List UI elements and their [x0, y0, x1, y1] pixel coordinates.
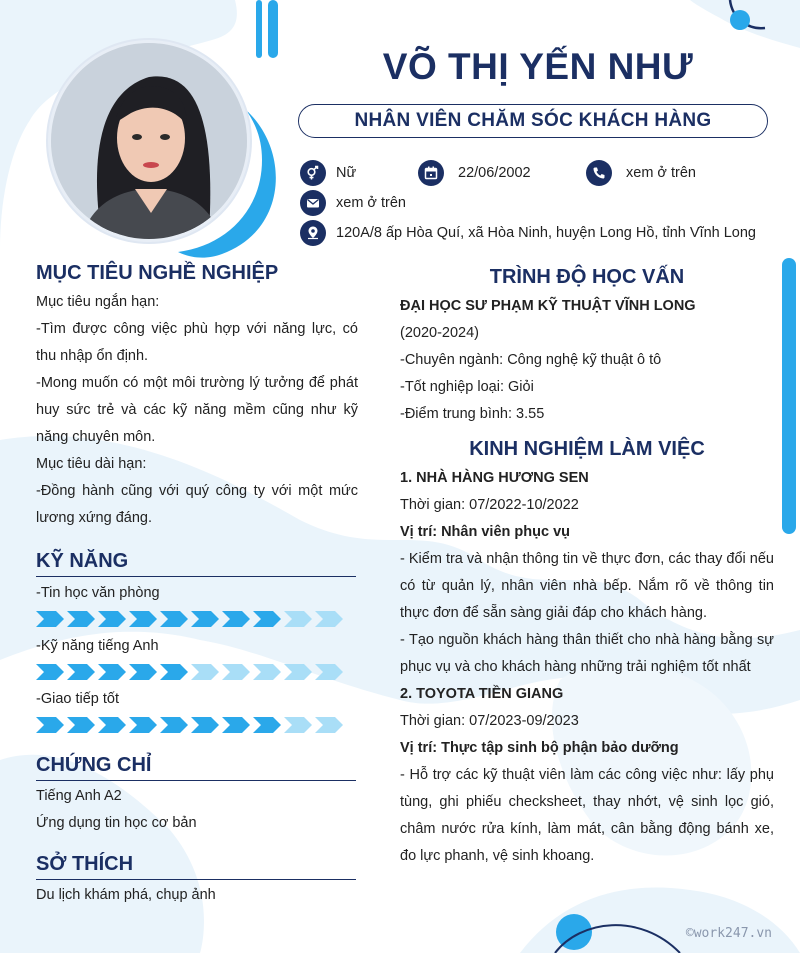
objective-section [36, 262, 358, 532]
skill-chevron-filled [36, 717, 67, 733]
hobbies-section [36, 853, 358, 909]
skill-chevron-filled [129, 717, 160, 733]
job-title-box [298, 104, 768, 138]
job-duty: - Hỗ trợ các kỹ thuật viên làm các công việc như: lấy phụ tùng, ghi phiếu checksheet, thay nhớt, vệ sinh lọc gió, châm nước rửa kính, làm mát, cân bằng động bánh xe, đo lực phanh, vệ sinh khoang. [400, 767, 774, 864]
experience-section [400, 438, 774, 870]
gender-icon [300, 160, 326, 186]
birthday-value: 22/06/2002 [458, 165, 531, 181]
skill-chevron-filled [129, 611, 160, 627]
education-title: TRÌNH ĐỘ HỌC VẤN [489, 266, 685, 288]
job-duty: - Tạo nguồn khách hàng thân thiết cho nhà hàng bằng sự phục vụ và cho khách hàng những trải nghiệm tốt nhất [400, 632, 774, 675]
contact-phone [586, 160, 696, 186]
contact-address [300, 220, 756, 246]
job-company: 1. NHÀ HÀNG HƯƠNG SEN [400, 470, 589, 486]
skill-chevron-filled [98, 717, 129, 733]
contact-birthday [418, 160, 531, 186]
skill-chevron-filled [160, 611, 191, 627]
candidate-name: VÕ THỊ YẾN NHƯ [382, 46, 694, 87]
skill-chevron-filled [191, 611, 222, 627]
skill-label: -Kỹ năng tiếng Anh [36, 638, 159, 654]
skill-chevron-empty [284, 611, 315, 627]
experience-title: KINH NGHIỆM LÀM VIỆC [469, 438, 705, 460]
skill-level-bar [36, 716, 358, 734]
objective-short-2: -Mong muốn có một môi trường lý tưởng để phát huy sức trẻ và các kỹ năng mềm cũng như kỹ năng chuyên môn. [36, 375, 358, 445]
skill-chevron-empty [222, 664, 253, 680]
phone-icon [586, 160, 612, 186]
skill-chevron-filled [222, 717, 253, 733]
job-time: Thời gian: 07/2022-10/2022 [400, 497, 579, 513]
skill-chevron-filled [253, 611, 284, 627]
skill-chevron-filled [36, 664, 67, 680]
certificates-title: CHỨNG CHỈ [36, 754, 356, 781]
calendar-icon [418, 160, 444, 186]
phone-value: xem ở trên [626, 165, 696, 181]
skills-list [36, 585, 358, 734]
education-section [400, 266, 774, 428]
location-icon [300, 220, 326, 246]
job-position: Vị trí: Nhân viên phục vụ [400, 524, 570, 540]
address-value: 120A/8 ấp Hòa Quí, xã Hòa Ninh, huyện Long Hồ, tỉnh Vĩnh Long [336, 225, 756, 241]
skill-chevron-empty [315, 717, 346, 733]
skill-chevron-filled [36, 611, 67, 627]
education-years: (2020-2024) [400, 325, 479, 341]
certificate-item: Tiếng Anh A2 [36, 788, 122, 804]
skill-chevron-filled [67, 611, 98, 627]
job-company: 2. TOYOTA TIỀN GIANG [400, 686, 564, 702]
skill-label: -Tin học văn phòng [36, 585, 160, 601]
skill-chevron-empty [284, 664, 315, 680]
skill-chevron-filled [67, 664, 98, 680]
skill-label: -Giao tiếp tốt [36, 691, 120, 707]
skill-chevron-empty [253, 664, 284, 680]
job-position: Vị trí: Thực tập sinh bộ phận bảo dưỡng [400, 740, 679, 756]
objective-long-label: Mục tiêu dài hạn: [36, 456, 147, 472]
skill-chevron-filled [98, 611, 129, 627]
certificates-section [36, 754, 358, 837]
education-grade: -Tốt nghiệp loại: Giỏi [400, 379, 534, 395]
skill-chevron-filled [253, 717, 284, 733]
hobbies-text: Du lịch khám phá, chụp ảnh [36, 887, 216, 903]
skill-chevron-empty [191, 664, 222, 680]
education-major: -Chuyên ngành: Công nghệ kỹ thuật ô tô [400, 352, 662, 368]
skills-section [36, 550, 358, 734]
skill-level-bar [36, 663, 358, 681]
job-title: NHÂN VIÊN CHĂM SÓC KHÁCH HÀNG [354, 110, 712, 131]
email-icon [300, 190, 326, 216]
skill-chevron-filled [160, 717, 191, 733]
contact-email [300, 190, 406, 216]
skill-chevron-empty [315, 664, 346, 680]
objective-short-label: Mục tiêu ngắn hạn: [36, 294, 160, 310]
job-duty: - Kiểm tra và nhận thông tin về thực đơn, các thay đổi nếu có từ quản lý, nhân viên nhà bếp. Nắm rõ về thông tin thực đơn để sẵn sàng giải đáp cho khách hàng. [400, 551, 774, 621]
email-value: xem ở trên [336, 195, 406, 211]
contact-gender [300, 160, 356, 186]
objective-title: MỤC TIÊU NGHỀ NGHIỆP [36, 262, 279, 284]
objective-short-1: -Tìm được công việc phù hợp với năng lực, có thu nhập ổn định. [36, 321, 358, 364]
certificate-item: Ứng dụng tin học cơ bản [36, 815, 197, 831]
skill-chevron-filled [191, 717, 222, 733]
skill-chevron-filled [67, 717, 98, 733]
skill-chevron-filled [160, 664, 191, 680]
skill-chevron-filled [129, 664, 160, 680]
education-gpa: -Điểm trung bình: 3.55 [400, 406, 545, 422]
skill-chevron-filled [222, 611, 253, 627]
skill-chevron-empty [315, 611, 346, 627]
skill-chevron-filled [98, 664, 129, 680]
profile-photo [48, 40, 250, 242]
skills-title: KỸ NĂNG [36, 550, 356, 577]
education-school: ĐẠI HỌC SƯ PHẠM KỸ THUẬT VĨNH LONG [400, 298, 696, 314]
objective-long-1: -Đồng hành cũng với quý công ty với một mức lương xứng đáng. [36, 483, 358, 526]
gender-value: Nữ [336, 165, 357, 181]
skill-level-bar [36, 610, 358, 628]
watermark: ©work247.vn [685, 926, 772, 941]
skill-chevron-empty [284, 717, 315, 733]
hobbies-title: SỞ THÍCH [36, 853, 356, 880]
job-time: Thời gian: 07/2023-09/2023 [400, 713, 579, 729]
